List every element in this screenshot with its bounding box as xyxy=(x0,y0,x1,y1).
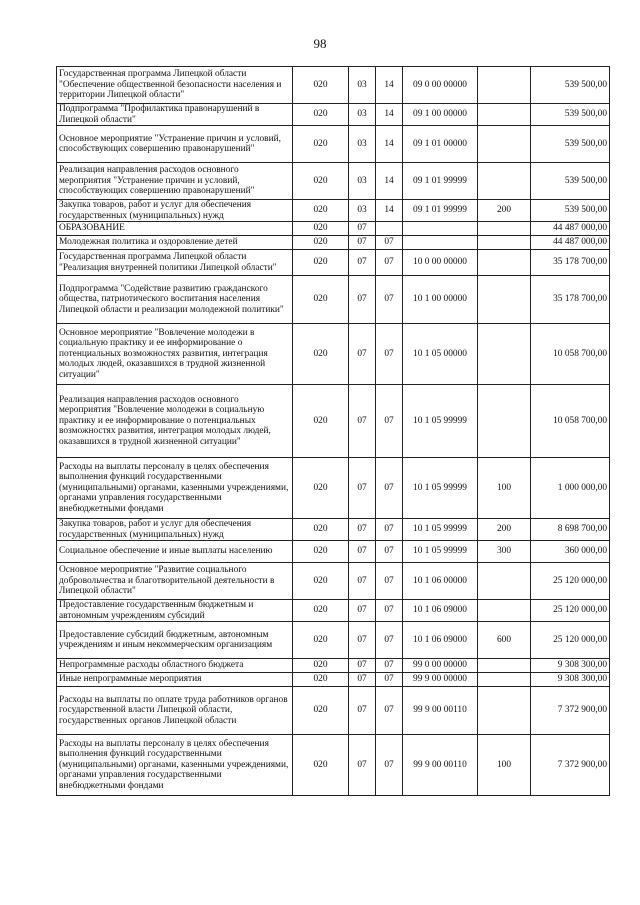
target-article-cell: 10 1 05 99999 xyxy=(403,519,478,541)
subsection-code-cell: 07 xyxy=(376,541,403,563)
expense-name-cell: ОБРАЗОВАНИЕ xyxy=(57,222,293,236)
expense-type-cell xyxy=(478,385,531,458)
target-article-cell: 09 1 01 99999 xyxy=(403,200,478,222)
table-row xyxy=(57,541,610,563)
subsection-code-cell: 14 xyxy=(376,163,403,200)
table-row xyxy=(57,324,610,385)
table-row xyxy=(57,563,610,600)
ministry-code-cell: 020 xyxy=(293,67,349,104)
expense-name-cell: Основное мероприятие "Развитие социального добровольчества и благотворительной деятельности в Липецкой области" xyxy=(57,563,293,600)
table-row xyxy=(57,236,610,250)
table-row xyxy=(57,385,610,458)
expense-type-cell xyxy=(478,126,531,163)
expense-type-cell xyxy=(478,222,531,236)
subsection-code-cell: 07 xyxy=(376,276,403,324)
ministry-code-cell: 020 xyxy=(293,200,349,222)
section-code-cell: 07 xyxy=(349,458,376,519)
ministry-code-cell: 020 xyxy=(293,458,349,519)
amount-cell: 539 500,00 xyxy=(531,67,610,104)
subsection-code-cell: 07 xyxy=(376,563,403,600)
expense-name-cell: Предоставление субсидий бюджетным, автономным учреждениям и иным некоммерческим организациям xyxy=(57,622,293,659)
expense-type-cell xyxy=(478,236,531,250)
subsection-code-cell xyxy=(376,222,403,236)
expense-type-cell xyxy=(478,67,531,104)
section-code-cell: 07 xyxy=(349,222,376,236)
expense-name-cell: Расходы на выплаты персоналу в целях обеспечения выполнения функций государственными (муниципальными) органами, казенными учреждениями, органами управления государственными внебюджетными фондами xyxy=(57,458,293,519)
target-article-cell: 10 1 06 00000 xyxy=(403,563,478,600)
amount-cell: 44 487 000,00 xyxy=(531,236,610,250)
expense-name-cell: Закупка товаров, работ и услуг для обеспечения государственных (муниципальных) нужд xyxy=(57,519,293,541)
expense-type-cell xyxy=(478,673,531,687)
section-code-cell: 07 xyxy=(349,236,376,250)
section-code-cell: 07 xyxy=(349,276,376,324)
expense-type-cell: 200 xyxy=(478,200,531,222)
expense-type-cell xyxy=(478,600,531,622)
amount-cell: 7 372 900,00 xyxy=(531,735,610,796)
expense-name-cell: Основное мероприятие "Устранение причин и условий, способствующих совершению правонарушений" xyxy=(57,126,293,163)
expense-name-cell: Реализация направления расходов основного мероприятия "Устранение причин и условий, способствующих совершению правонарушений" xyxy=(57,163,293,200)
section-code-cell: 03 xyxy=(349,67,376,104)
table-row xyxy=(57,600,610,622)
budget-table-body xyxy=(57,67,610,796)
subsection-code-cell: 14 xyxy=(376,126,403,163)
subsection-code-cell: 07 xyxy=(376,659,403,673)
ministry-code-cell: 020 xyxy=(293,600,349,622)
amount-cell: 539 500,00 xyxy=(531,104,610,126)
section-code-cell: 07 xyxy=(349,687,376,735)
expense-type-cell xyxy=(478,163,531,200)
table-row xyxy=(57,622,610,659)
ministry-code-cell: 020 xyxy=(293,735,349,796)
target-article-cell: 09 1 01 99999 xyxy=(403,163,478,200)
ministry-code-cell: 020 xyxy=(293,622,349,659)
amount-cell: 35 178 700,00 xyxy=(531,276,610,324)
target-article-cell: 99 0 00 00000 xyxy=(403,659,478,673)
expense-type-cell xyxy=(478,250,531,276)
table-row xyxy=(57,659,610,673)
expense-name-cell: Основное мероприятие "Вовлечение молодежи в социальную практику и ее информирование о потенциальных возможностях развития, интеграция молодых людей, оказавшихся в трудной жизненной ситуации" xyxy=(57,324,293,385)
target-article-cell: 10 1 05 99999 xyxy=(403,385,478,458)
amount-cell: 25 120 000,00 xyxy=(531,622,610,659)
subsection-code-cell: 07 xyxy=(376,519,403,541)
amount-cell: 25 120 000,00 xyxy=(531,600,610,622)
expense-name-cell: Иные непрограммные мероприятия xyxy=(57,673,293,687)
section-code-cell: 03 xyxy=(349,126,376,163)
target-article-cell: 99 9 00 00000 xyxy=(403,673,478,687)
amount-cell: 10 058 700,00 xyxy=(531,324,610,385)
section-code-cell: 07 xyxy=(349,622,376,659)
table-row xyxy=(57,673,610,687)
section-code-cell: 03 xyxy=(349,104,376,126)
ministry-code-cell: 020 xyxy=(293,541,349,563)
subsection-code-cell: 07 xyxy=(376,673,403,687)
ministry-code-cell: 020 xyxy=(293,222,349,236)
subsection-code-cell: 07 xyxy=(376,236,403,250)
section-code-cell: 03 xyxy=(349,163,376,200)
target-article-cell: 10 1 05 99999 xyxy=(403,541,478,563)
amount-cell: 7 372 900,00 xyxy=(531,687,610,735)
table-row xyxy=(57,250,610,276)
expense-name-cell: Расходы на выплаты персоналу в целях обеспечения выполнения функций государственными (муниципальными) органами, казенными учреждениями, органами управления государственными внебюджетными фондами xyxy=(57,735,293,796)
amount-cell: 9 308 300,00 xyxy=(531,659,610,673)
subsection-code-cell: 07 xyxy=(376,687,403,735)
amount-cell: 539 500,00 xyxy=(531,163,610,200)
amount-cell: 44 487 000,00 xyxy=(531,222,610,236)
subsection-code-cell: 07 xyxy=(376,735,403,796)
subsection-code-cell: 07 xyxy=(376,385,403,458)
table-row xyxy=(57,276,610,324)
table-row xyxy=(57,458,610,519)
expense-type-cell xyxy=(478,687,531,735)
amount-cell: 9 308 300,00 xyxy=(531,673,610,687)
table-row xyxy=(57,126,610,163)
expense-type-cell: 100 xyxy=(478,735,531,796)
ministry-code-cell: 020 xyxy=(293,324,349,385)
section-code-cell: 07 xyxy=(349,324,376,385)
section-code-cell: 07 xyxy=(349,563,376,600)
table-row xyxy=(57,735,610,796)
expense-type-cell: 100 xyxy=(478,458,531,519)
amount-cell: 539 500,00 xyxy=(531,126,610,163)
target-article-cell: 09 1 00 00000 xyxy=(403,104,478,126)
ministry-code-cell: 020 xyxy=(293,163,349,200)
amount-cell: 25 120 000,00 xyxy=(531,563,610,600)
target-article-cell xyxy=(403,236,478,250)
subsection-code-cell: 14 xyxy=(376,67,403,104)
expense-name-cell: Подпрограмма "Содействие развитию гражданского общества, патриотического воспитания населения Липецкой области и реализации молодежной политики" xyxy=(57,276,293,324)
ministry-code-cell: 020 xyxy=(293,687,349,735)
table-row xyxy=(57,104,610,126)
section-code-cell: 07 xyxy=(349,385,376,458)
expense-name-cell: Молодежная политика и оздоровление детей xyxy=(57,236,293,250)
target-article-cell: 09 1 01 00000 xyxy=(403,126,478,163)
subsection-code-cell: 07 xyxy=(376,600,403,622)
target-article-cell: 10 0 00 00000 xyxy=(403,250,478,276)
expense-name-cell: Государственная программа Липецкой области "Реализация внутренней политики Липецкой области" xyxy=(57,250,293,276)
expense-name-cell: Реализация направления расходов основного мероприятия "Вовлечение молодежи в социальную практику и ее информирование о потенциальных возможностях развития, интеграция молодых людей, оказавшихся в трудной жизненной ситуации" xyxy=(57,385,293,458)
expense-type-cell: 200 xyxy=(478,519,531,541)
table-row xyxy=(57,200,610,222)
target-article-cell: 10 1 06 09000 xyxy=(403,600,478,622)
target-article-cell: 99 9 00 00110 xyxy=(403,687,478,735)
ministry-code-cell: 020 xyxy=(293,126,349,163)
amount-cell: 8 698 700,00 xyxy=(531,519,610,541)
expense-name-cell: Подпрограмма "Профилактика правонарушений в Липецкой области" xyxy=(57,104,293,126)
expense-name-cell: Непрограммные расходы областного бюджета xyxy=(57,659,293,673)
table-row xyxy=(57,519,610,541)
subsection-code-cell: 14 xyxy=(376,104,403,126)
table-row xyxy=(57,163,610,200)
ministry-code-cell: 020 xyxy=(293,659,349,673)
amount-cell: 35 178 700,00 xyxy=(531,250,610,276)
page-number: 98 xyxy=(313,36,327,51)
ministry-code-cell: 020 xyxy=(293,250,349,276)
expense-name-cell: Расходы на выплаты по оплате труда работников органов государственной власти Липецкой области, государственных органов Липецкой области xyxy=(57,687,293,735)
section-code-cell: 07 xyxy=(349,519,376,541)
expense-type-cell xyxy=(478,563,531,600)
table-row xyxy=(57,222,610,236)
section-code-cell: 07 xyxy=(349,541,376,563)
ministry-code-cell: 020 xyxy=(293,385,349,458)
section-code-cell: 07 xyxy=(349,673,376,687)
ministry-code-cell: 020 xyxy=(293,519,349,541)
target-article-cell: 09 0 00 00000 xyxy=(403,67,478,104)
expense-type-cell xyxy=(478,659,531,673)
subsection-code-cell: 07 xyxy=(376,458,403,519)
section-code-cell: 07 xyxy=(349,250,376,276)
subsection-code-cell: 07 xyxy=(376,622,403,659)
ministry-code-cell: 020 xyxy=(293,563,349,600)
expense-name-cell: Социальное обеспечение и иные выплаты населению xyxy=(57,541,293,563)
target-article-cell: 10 1 06 09000 xyxy=(403,622,478,659)
expense-type-cell: 600 xyxy=(478,622,531,659)
subsection-code-cell: 14 xyxy=(376,200,403,222)
expense-type-cell xyxy=(478,324,531,385)
target-article-cell: 10 1 05 00000 xyxy=(403,324,478,385)
ministry-code-cell: 020 xyxy=(293,276,349,324)
section-code-cell: 07 xyxy=(349,600,376,622)
amount-cell: 360 000,00 xyxy=(531,541,610,563)
subsection-code-cell: 07 xyxy=(376,250,403,276)
target-article-cell: 99 9 00 00110 xyxy=(403,735,478,796)
amount-cell: 10 058 700,00 xyxy=(531,385,610,458)
expense-type-cell xyxy=(478,276,531,324)
target-article-cell: 10 1 05 99999 xyxy=(403,458,478,519)
table-row xyxy=(57,67,610,104)
expense-type-cell xyxy=(478,104,531,126)
expense-type-cell: 300 xyxy=(478,541,531,563)
ministry-code-cell: 020 xyxy=(293,236,349,250)
ministry-code-cell: 020 xyxy=(293,673,349,687)
section-code-cell: 07 xyxy=(349,659,376,673)
section-code-cell: 07 xyxy=(349,735,376,796)
section-code-cell: 03 xyxy=(349,200,376,222)
ministry-code-cell: 020 xyxy=(293,104,349,126)
table-row xyxy=(57,687,610,735)
expense-name-cell: Предоставление государственным бюджетным и автономным учреждениям субсидий xyxy=(57,600,293,622)
amount-cell: 539 500,00 xyxy=(531,200,610,222)
expense-name-cell: Закупка товаров, работ и услуг для обеспечения государственных (муниципальных) нужд xyxy=(57,200,293,222)
target-article-cell: 10 1 00 00000 xyxy=(403,276,478,324)
expense-name-cell: Государственная программа Липецкой области "Обеспечение общественной безопасности населения и территории Липецкой области" xyxy=(57,67,293,104)
subsection-code-cell: 07 xyxy=(376,324,403,385)
target-article-cell xyxy=(403,222,478,236)
budget-table xyxy=(56,66,610,796)
amount-cell: 1 000 000,00 xyxy=(531,458,610,519)
